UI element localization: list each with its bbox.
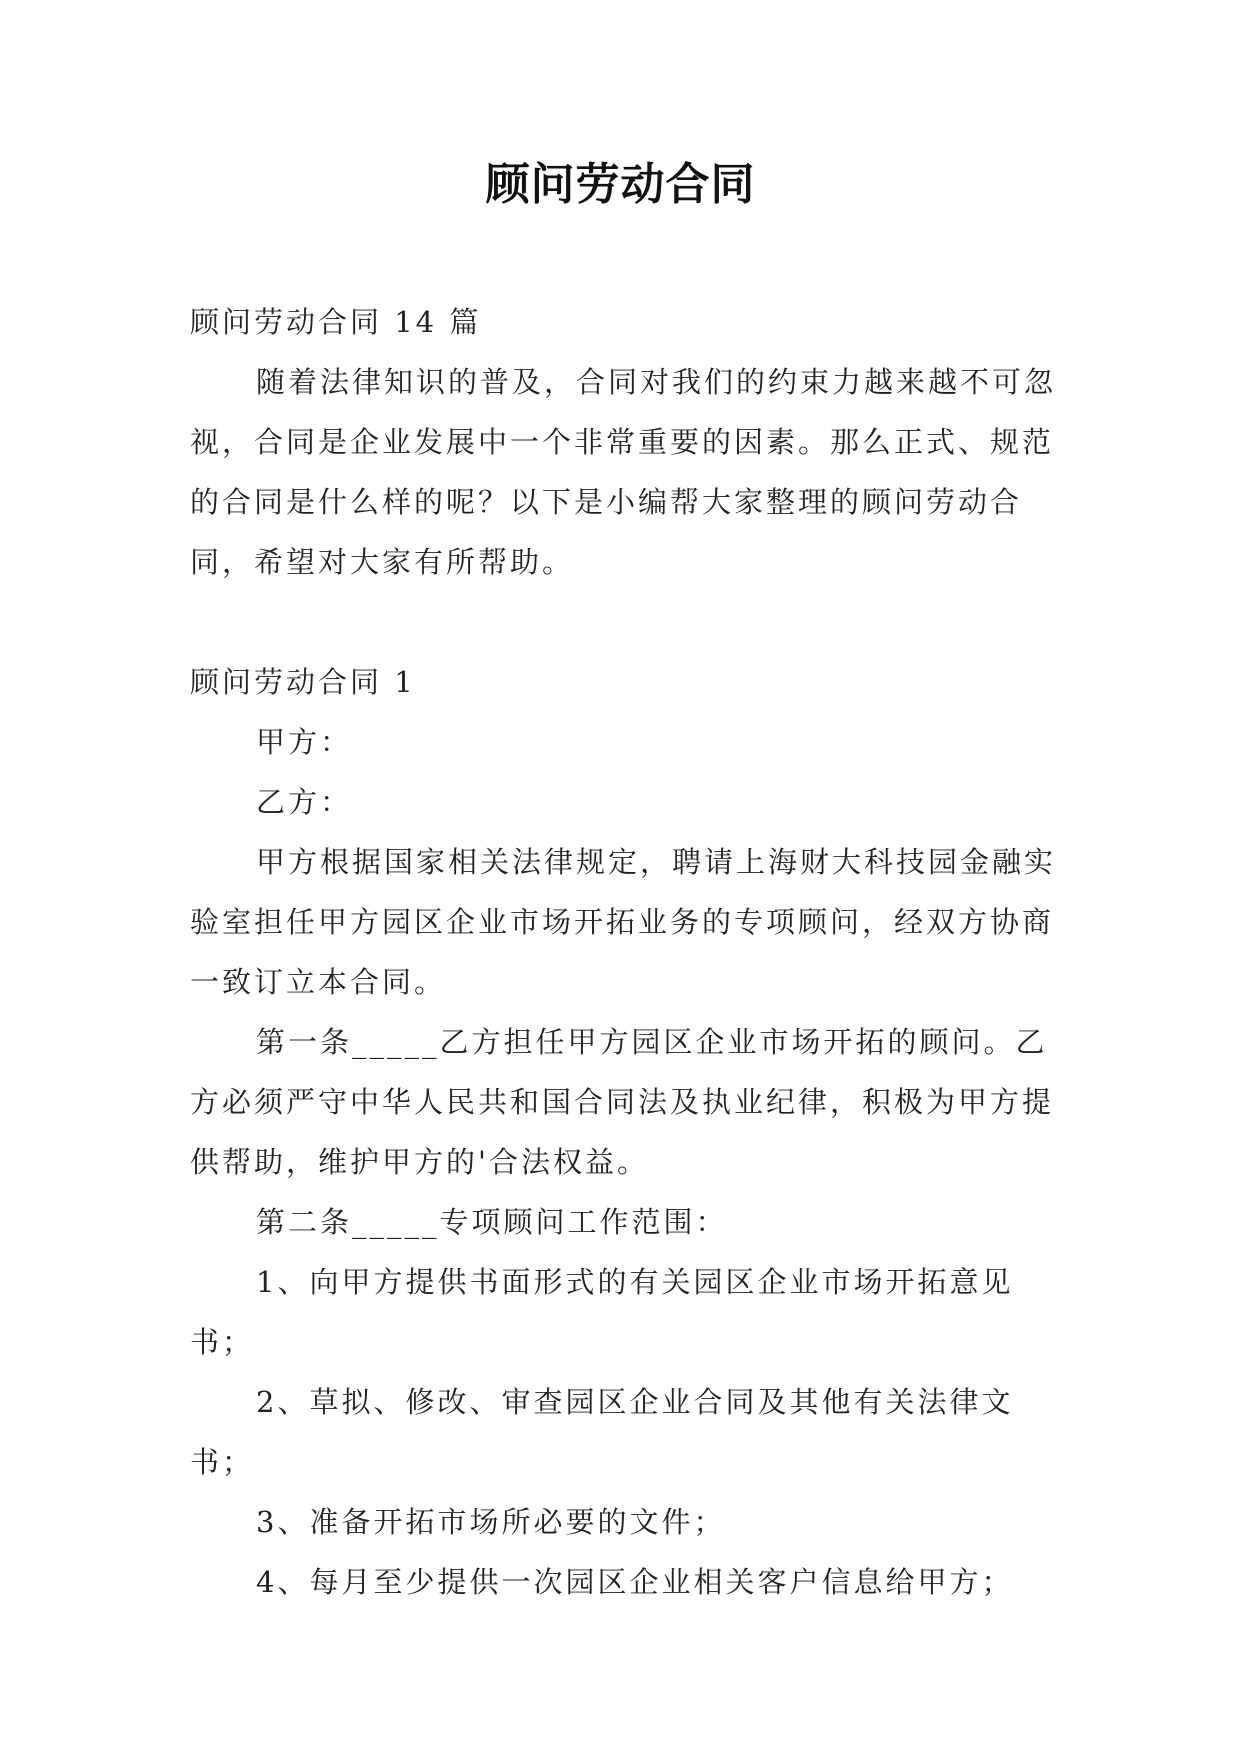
article-1-paragraph: 第一条_____乙方担任甲方园区企业市场开拓的顾问。乙方必须严守中华人民共和国合同法及执业纪律，积极为甲方提供帮助，维护甲方的'合法权益。 (190, 1025, 1055, 1179)
scope-item-4: 4、每月至少提供一次园区企业相关客户信息给甲方； (256, 1565, 1014, 1599)
preamble-paragraph: 甲方根据国家相关法律规定，聘请上海财大科技园金融实验室担任甲方园区企业市场开拓业务的专项顾问，经双方协商一致订立本合同。 (190, 845, 1057, 999)
document-body (190, 292, 1060, 1612)
party-b-line: 乙方： (256, 785, 353, 819)
scope-item-3: 3、准备开拓市场所必要的文件； (256, 1505, 726, 1539)
party-a-line: 甲方： (256, 725, 353, 759)
intro-paragraph: 随着法律知识的普及，合同对我们的约束力越来越不可忽视，合同是企业发展中一个非常重要的因素。那么正式、规范的合同是什么样的呢？以下是小编帮大家整理的顾问劳动合同，希望对大家有所帮助。 (190, 365, 1057, 579)
document-title: 顾问劳动合同 (485, 159, 756, 210)
document-subtitle: 顾问劳动合同 14 篇 (190, 305, 482, 339)
scope-item-1: 1、向甲方提供书面形式的有关园区企业市场开拓意见书； (190, 1265, 1014, 1359)
section-heading: 顾问劳动合同 1 (190, 665, 416, 699)
scope-item-2: 2、草拟、修改、审查园区企业合同及其他有关法律文书； (190, 1385, 1014, 1479)
article-2-paragraph: 第二条_____专项顾问工作范围： (256, 1205, 728, 1239)
